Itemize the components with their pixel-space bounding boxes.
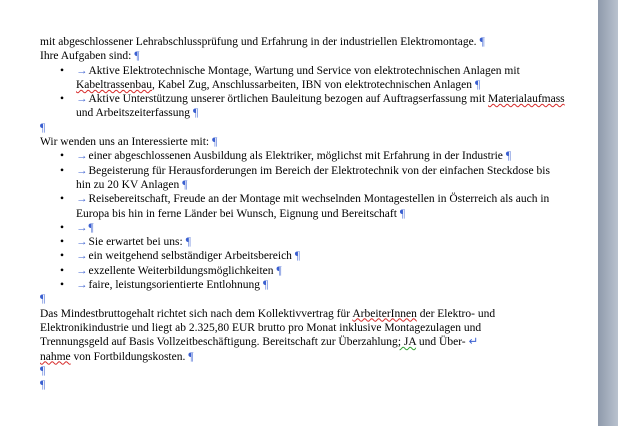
item-text: einer abgeschlossenen Ausbildung als Elektriker, möglichst mit Erfahrung in der Industrie xyxy=(88,150,503,163)
aufgaben-heading xyxy=(40,49,570,63)
bullet-icon: • xyxy=(60,64,65,77)
list-item-continuation xyxy=(40,178,570,192)
tab-arrow-icon: → xyxy=(76,150,88,163)
bullet-icon: • xyxy=(60,221,65,234)
tab-arrow-icon: → xyxy=(76,64,88,77)
list-item xyxy=(40,278,570,292)
item-text: faire, leistungsorientierte Entlohnung xyxy=(88,279,260,292)
item-text: Europa bis hin in ferne Länder bei Wunsch, Eignung und Bereitschaft xyxy=(76,207,397,220)
tab-arrow-icon: → xyxy=(76,236,88,249)
pilcrow-mark: ¶ xyxy=(475,78,481,91)
spelling-error-text: Kabeltrassenbau xyxy=(76,78,152,91)
interessenten-list xyxy=(40,149,570,292)
tab-arrow-icon: → xyxy=(76,93,88,106)
text-line xyxy=(40,307,570,321)
interessenten-heading xyxy=(40,135,570,149)
pilcrow-mark: ¶ xyxy=(40,379,46,392)
spelling-error-text: ArbeiterInnen xyxy=(352,307,417,320)
item-text: hin zu 20 KV Anlagen xyxy=(76,178,180,191)
item-text: , Kabel Zug, Anschlussarbeiten, IBN von elektrotechnischen Anlagen xyxy=(152,78,473,91)
list-item xyxy=(40,264,570,278)
empty-paragraph xyxy=(40,121,570,135)
tab-arrow-icon: → xyxy=(76,221,88,234)
list-item xyxy=(40,64,570,78)
list-item xyxy=(40,221,570,235)
pilcrow-mark: ¶ xyxy=(185,236,191,249)
pilcrow-mark: ¶ xyxy=(505,150,512,163)
item-text: und Arbeitszeiterfassung xyxy=(76,107,191,120)
bullet-icon: • xyxy=(60,164,65,177)
pilcrow-mark: ¶ xyxy=(40,121,46,134)
grammar-error-text: ; JA xyxy=(397,336,417,349)
bullet-icon: • xyxy=(60,93,65,106)
empty-paragraph xyxy=(40,292,570,306)
item-text: ein weitgehend selbständiger Arbeitsbereich xyxy=(88,250,292,263)
pilcrow-mark: ¶ xyxy=(276,264,282,277)
tab-arrow-icon: → xyxy=(76,164,88,177)
text-line xyxy=(40,350,570,364)
body-text: Trennungsgeld auf Basis Vollzeitbeschäftigung. Bereitschaft zur Überzahlung xyxy=(40,336,398,349)
bullet-icon: • xyxy=(60,279,65,292)
tab-arrow-icon: → xyxy=(76,264,88,277)
pilcrow-mark: ¶ xyxy=(479,36,485,48)
empty-paragraph xyxy=(40,378,570,392)
pilcrow-mark: ¶ xyxy=(399,207,406,220)
item-text: exzellente Weiterbildungsmöglichkeiten xyxy=(88,264,274,277)
empty-paragraph xyxy=(40,364,570,378)
item-text: Sie erwartet bei uns: xyxy=(88,236,183,249)
document-body[interactable] xyxy=(40,35,570,392)
bullet-icon: • xyxy=(60,150,65,163)
body-text: der Elektro- und xyxy=(416,307,496,320)
pilcrow-mark: ¶ xyxy=(263,279,269,292)
window-edge xyxy=(598,0,618,426)
body-text: und Über- xyxy=(416,336,466,349)
line-break-mark: ↵ xyxy=(468,336,479,349)
pilcrow-mark: ¶ xyxy=(40,364,46,377)
pilcrow-mark: ¶ xyxy=(212,136,218,149)
pilcrow-mark: ¶ xyxy=(40,293,46,306)
paragraph-intro xyxy=(40,35,570,49)
aufgaben-list xyxy=(40,64,570,121)
bullet-icon: • xyxy=(60,250,65,263)
pilcrow-mark: ¶ xyxy=(294,250,301,263)
body-text: von Fortbildungskosten. xyxy=(70,350,186,363)
list-item xyxy=(40,149,570,163)
paragraph-gehalt xyxy=(40,307,570,364)
list-item xyxy=(40,164,570,178)
heading-text: Ihre Aufgaben sind: xyxy=(40,50,132,63)
text-line xyxy=(40,321,570,335)
list-item-continuation xyxy=(40,106,570,120)
pilcrow-mark: ¶ xyxy=(88,221,94,234)
tab-arrow-icon: → xyxy=(76,193,88,206)
tab-arrow-icon: → xyxy=(76,279,88,292)
list-item-continuation xyxy=(40,78,570,92)
pilcrow-mark: ¶ xyxy=(188,350,194,363)
spelling-error-text: nahme xyxy=(40,350,71,363)
pilcrow-mark: ¶ xyxy=(134,50,140,63)
item-text: Reisebereitschaft, Freude an der Montage mit wechselnden Montagestellen in Österreich als auch in xyxy=(88,193,550,206)
heading-text: Wir wenden uns an Interessierte mit: xyxy=(40,136,210,149)
item-text: Aktive Unterstützung unserer örtlichen Bauleitung bezogen auf Auftragserfassung mit xyxy=(88,93,489,106)
pilcrow-mark: ¶ xyxy=(182,178,188,191)
list-item xyxy=(40,249,570,263)
bullet-icon: • xyxy=(60,264,65,277)
body-text: Das Mindestbruttogehalt richtet sich nach dem Kollektivvertrag für xyxy=(40,307,353,320)
list-item xyxy=(40,192,570,206)
body-text: Elektronikindustrie und liegt ab 2.325,80 EUR brutto pro Monat inklusive Montagezulagen und xyxy=(40,321,482,334)
bullet-icon: • xyxy=(60,193,65,206)
list-item-continuation xyxy=(40,207,570,221)
list-item xyxy=(40,92,570,106)
spelling-error-text: Materialaufmass xyxy=(488,93,565,106)
list-item xyxy=(40,235,570,249)
item-text: Aktive Elektrotechnische Montage, Wartung und Service von elektrotechnischen Anlagen mit xyxy=(88,64,520,77)
pilcrow-mark: ¶ xyxy=(193,107,199,120)
intro-text: mit abgeschlossener Lehrabschlussprüfung und Erfahrung in der industriellen Elektromontage. xyxy=(40,36,477,48)
item-text: Begeisterung für Herausforderungen im Bereich der Elektrotechnik von der einfachen Steckdose bis xyxy=(88,164,550,177)
bullet-icon: • xyxy=(60,236,65,249)
tab-arrow-icon: → xyxy=(76,250,88,263)
text-line xyxy=(40,335,570,349)
